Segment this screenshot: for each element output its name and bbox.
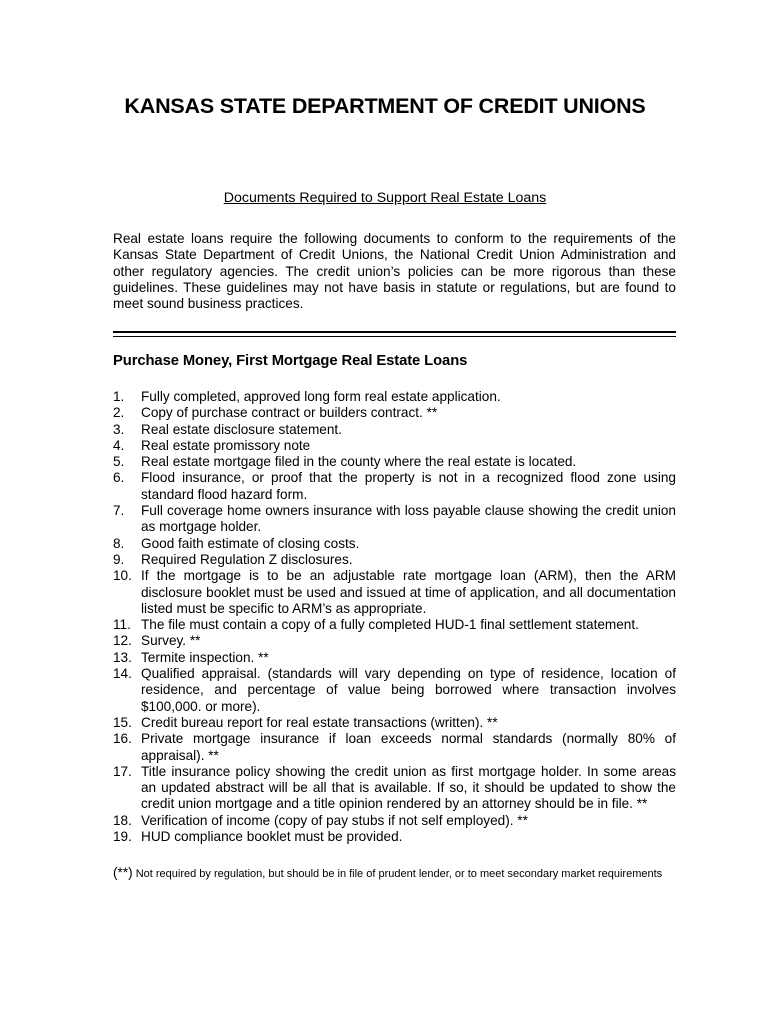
section-divider-thin — [113, 336, 676, 337]
list-item-number: 6. — [113, 470, 125, 486]
list-item-number: 8. — [113, 535, 125, 551]
list-item — [113, 731, 676, 764]
list-item — [113, 617, 676, 633]
list-item-number: 14. — [113, 666, 132, 682]
list-item-number: 3. — [113, 421, 125, 437]
list-item-text: The file must contain a copy of a fully completed HUD-1 final settlement statement. — [141, 617, 639, 633]
list-item-number: 12. — [113, 633, 132, 649]
list-item-text: Survey. ** — [141, 633, 201, 649]
list-item-text: Qualified appraisal. (standards will vary depending on type of residence, location of residence, and percentage of value being borrowed where transaction involves $100,000. or more). — [141, 666, 676, 714]
list-item-number: 1. — [113, 389, 125, 404]
requirements-list — [113, 389, 676, 845]
list-item-text: Verification of income (copy of pay stubs if not self employed). ** — [141, 812, 528, 828]
list-item-text: Good faith estimate of closing costs. — [141, 535, 360, 551]
list-item — [113, 405, 676, 421]
list-item-number: 5. — [113, 454, 125, 470]
section-divider-thick — [113, 331, 676, 333]
list-item-text: Termite inspection. ** — [141, 649, 269, 665]
list-item-text: Real estate promissory note — [141, 437, 311, 453]
list-item-number: 15. — [113, 714, 132, 730]
list-item — [113, 764, 676, 813]
footnote-text: Not required by regulation, but should be in file of prudent lender, or to meet secondary market requirements — [132, 868, 663, 880]
list-item-text: Real estate mortgage filed in the county where the real estate is located. — [141, 454, 577, 470]
list-item — [113, 389, 676, 405]
list-item-text: HUD compliance booklet must be provided. — [141, 829, 403, 845]
list-item-text: Full coverage home owners insurance with loss payable clause showing the credit union as mortgage holder. — [141, 503, 676, 535]
list-item-number: 10. — [113, 568, 132, 584]
list-item-number: 2. — [113, 405, 125, 421]
list-item — [113, 813, 676, 829]
footnote-marker: (**) — [113, 865, 133, 880]
list-item — [113, 438, 676, 454]
section-heading: Purchase Money, First Mortgage Real Estate Loans — [113, 353, 468, 369]
list-item-number: 18. — [113, 812, 132, 828]
list-item-number: 16. — [113, 731, 132, 747]
list-item — [113, 503, 676, 536]
list-item-text: Fully completed, approved long form real estate application. — [141, 389, 501, 404]
list-item — [113, 633, 676, 649]
list-item-number: 7. — [113, 503, 125, 519]
list-item — [113, 454, 676, 470]
document-title: KANSAS STATE DEPARTMENT OF CREDIT UNIONS — [124, 94, 646, 118]
list-item-text: Real estate disclosure statement. — [141, 421, 342, 437]
list-item-number: 4. — [113, 437, 125, 453]
list-item — [113, 470, 676, 503]
list-item — [113, 536, 676, 552]
footnote — [113, 865, 676, 883]
list-item — [113, 422, 676, 438]
list-item-number: 19. — [113, 829, 132, 845]
list-item — [113, 568, 676, 617]
list-item — [113, 666, 676, 715]
list-item-number: 17. — [113, 763, 132, 779]
list-item — [113, 715, 676, 731]
list-item-text: Credit bureau report for real estate transactions (written). ** — [141, 714, 498, 730]
list-item-text: Required Regulation Z disclosures. — [141, 551, 353, 567]
list-item-number: 13. — [113, 649, 132, 665]
document-subtitle: Documents Required to Support Real Estate Loans — [223, 190, 547, 206]
list-item-number: 11. — [113, 617, 131, 633]
list-item-text: If the mortgage is to be an adjustable rate mortgage loan (ARM), then the ARM disclosure booklet must be used and issued at time of application, and all documentation listed must be specific to ARM’s as appropriate. — [141, 568, 676, 616]
list-item — [113, 552, 676, 568]
list-item-text: Private mortgage insurance if loan exceeds normal standards (normally 80% of appraisal). ** — [141, 731, 676, 763]
list-item-number: 9. — [113, 551, 125, 567]
list-item-text: Copy of purchase contract or builders contract. ** — [141, 405, 438, 421]
intro-paragraph: Real estate loans require the following documents to conform to the requirements of the Kansas State Department of Credit Unions, the National Credit Union Administration and other regulatory agencies. The credit union’s policies can be more rigorous than these guidelines. These guidelines may not have basis in statute or regulations, but are found to meet sound business practices. — [113, 231, 676, 312]
list-item-text: Flood insurance, or proof that the property is not in a recognized flood zone using standard flood hazard form. — [141, 470, 676, 502]
list-item — [113, 829, 676, 845]
list-item-text: Title insurance policy showing the credit union as first mortgage holder. In some areas an updated abstract will be all that is available. If so, it should be updated to show the credit union mortgage and a title opinion rendered by an attorney should be in file. ** — [141, 763, 676, 812]
list-item — [113, 650, 676, 666]
